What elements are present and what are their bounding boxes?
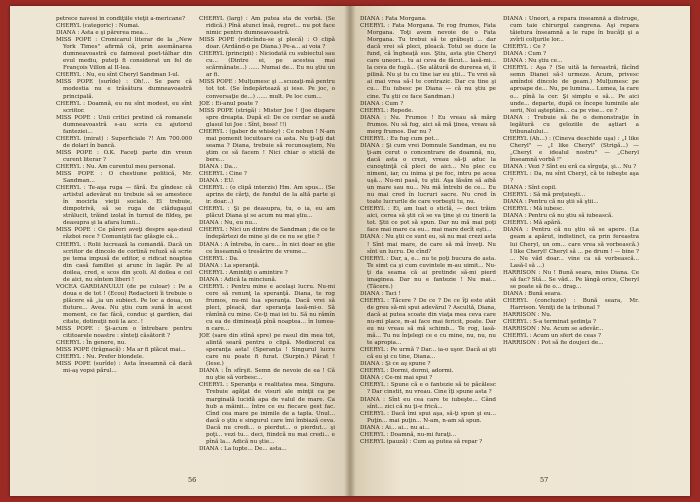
text-paragraph: DIANA : Nu, eu nu... [199, 220, 258, 227]
text-paragraph: CHERYL : Fata Morgana. Te rog frumos, Fata Morgana. Toţi avem nevoie de o Fata Morgana. Tu trebui să te grăbeşti ... dar dacă vrei să pleci, pleacă. Totul se duce la fund, că îngheaţă sus. Ştiu, asta ştie Cheryl care uneori... tu ai ceva de făcut... lasă-mi... la ceva de fugă... (Se alătură de durerea ei, îl pilină. Nu şi tu cu tine iar eu ştii... Tu vrei să ai mai vrea să-l te contrazic. Dar cu tine şi cu... Eu iubesc pe Diana — că nu ştiu pe cine. Tu ştii ce face Sandman.) [360, 23, 496, 100]
text-paragraph: DIANA : Pentru că nu ştiu să se apere. (La geam a apărut, indistinct, ca prin fereastra lui Cheryl, un om... care vrea să vorbească.) I like Cheryl! Cheryl să ... pe drum ! — bine ? ... Nu văd doar... vine ca să vorbească... Lasă-l să ...) [503, 227, 639, 269]
text-paragraph: CHERYL : Spune că e o fantezie să te păcălesc ? Dar cinstit, nu vreau. Cine îţi spune asta ? [360, 382, 496, 396]
text-paragraph: MISS POPE (surîde) : Asta înseamnă că dacă mi-aş vopsi părul... [56, 361, 192, 375]
left-page-column-2 [199, 16, 335, 468]
text-paragraph: CHERYL : Doamnă, nu-mi furaţi... [360, 431, 457, 438]
text-paragraph: DIANA : Pentru că nu ştii să ştii... [503, 199, 599, 206]
text-paragraph: CHERYL (pauză) : Cum aş putea să repar ? [360, 438, 483, 445]
text-paragraph: CHERYL : Nici un dintre de Sandman ; de ce te îndepărtezi de mine şi de ce nu se ştie ? [199, 227, 335, 241]
text-paragraph: DIANA : Şi cum vrei Domnule Sandman, eu nu ţi-am cerut o concentrare de doamnă, nu, dacă asta o crezi, vreau să-ţi aduc la cunoştinţă că pleci de aici... Nu plec cu nimeni, iar, cu inima şi pe foc, intru pe acea uşă... Nu-mi pasă, tu ştii. Aşa lăsăm să aibă un mare sau nu... Nu mă întrebi de ce... Eu nu mai cred în lucruri sacre. Nu cred în toate lucrurile de care vorbeşti tu, nu. [360, 142, 496, 206]
text-paragraph: MISS POPE (strigă) : Mister Joe ! (Joe dispare spre dreapta. După el: De ce cerdar se audă glasul lui Joe : Sînt, boss! !!) [199, 107, 335, 128]
text-paragraph: CHERYL : Tăcere ? De ce ? De ce îţi este atât de greu să-mi spui adevărul ? Ascultă, Diana, dacă ai putea scoate din viaţa mea ceva care nu-mi place, m-ai face mai fericit, poate. Dar eu nu vreau să mă schimb... Te rog, lasă-mă... Tu nu înţelegi ce e cu mine, nu, nu, nu te apropia... [360, 297, 496, 347]
text-paragraph: DIANA : Nu. Frumos ! Eu vreau să mărg frumos. Nu să fug, aici să mă ţinea, vreau să merg frumos. Dar nu ? [360, 114, 496, 135]
text-paragraph: MISS POPE (ridicîndu-se şi plecă) : O clipă doar. (Ardând-o pe Diana.) Pe-a... ai voia ? [199, 37, 335, 51]
text-paragraph: DIANA : Bună seara. [503, 290, 562, 297]
text-paragraph: CHERYL : (gaber de whisky) : Ce nebun ! N-am mai pomenit locuitoare ca asta. Nu ţi-aţi dat seama ? Diana, trebuie să recunoaştem, Nu ştim ce să facem ! Nici chiar o sticlă de bere... [199, 128, 335, 163]
text-paragraph: DIANA : Nu ştiu ce... [503, 58, 563, 65]
text-paragraph: DIANA : Fata Morgana. [360, 16, 427, 22]
book-gutter [344, 6, 356, 496]
text-paragraph: HARRISON : Nu. [503, 311, 552, 318]
text-paragraph: DIANA : Şi ce aş spune ? [360, 361, 431, 368]
text-paragraph: DIANA : EU. [199, 178, 235, 185]
text-paragraph: CHERYL : Cine ? [199, 171, 247, 178]
text-paragraph: DIANA : A întreba, în care... în nici doar se ştie ce înseamnă o tresărire de vreme... [199, 241, 335, 255]
text-paragraph: CHERYL : Dar, a, e... nu te poţi bucura de asta. Te simt ca şi cum cuvintele m-au uimit... Nu-ţi da seama că ai pretinde să-mi pierd imaginea. Dar nu e fantezie ! Nu mai... (Tăcere.) [360, 255, 496, 290]
text-paragraph: CHERYL : În genere, nu. [56, 340, 127, 347]
text-paragraph: CHERYL (Ah...) : (Cineva deschide uşa) : „I like Cheryl" — „I like Cheryl" (Strigă...) — „Cheryl e idealul nostru" — „Cheryl înseamnă vorbă !" [503, 135, 639, 163]
text-paragraph: MISS POPE (trăgnacă) : Ma ar fi plăcut mai... [56, 347, 186, 354]
text-paragraph: MISS POPE : Şi-acum o întrebare pentru cititoarele noastre : sînteţi căsătorit ? [56, 326, 192, 340]
text-paragraph: DIANA : Cum ? [360, 100, 404, 107]
text-paragraph: CHERYL : Da. [199, 255, 239, 262]
text-paragraph: JOE : Ei-anul poate ? [199, 100, 258, 107]
text-paragraph: VOCEA GARDIANULUI (de pe culoar) : Pe a doua e de tot ! (Ecou) Redactorii îi trebuie o plăcere să „ia un subiect. Pe loc a doua, un fluture... Avea. Nu ştiu cum sună în acest moment, ce fac fâcă, conduc şi gardien, dai citate, dotinuţii noii la acc. ! [56, 283, 192, 326]
text-paragraph: CHERYL : Da, nu sînt Cheryl, că te iubeşte aşa ? [503, 171, 639, 185]
text-paragraph: CHERYL : Pentru mine e acelaşi lucru. Nu-mi cere să renunţ la speranţă. Diana, te rog frumos, nu-mi lua speranţa. Dacă vrei să pleci, pleacă, dar speranţa lasă-mi-o. Să rămînă cu mine. Ce-ţi mai iei tu. Să nu rămîn cu ea de dimineaţă pînă noaptea... în lumea-n care... [199, 283, 335, 333]
text-paragraph: HARRISON : Pot să fie doujeci de... [503, 340, 604, 347]
text-paragraph: CHERYL : Ei, am luat o sticlă, — deci trăim aici, cerea să ştii că se va ţine şi cu tinerii la tot. Ştii ce pot să spun. Dar nu mă mai poţi face mai mare ca eu... mai mare decît eşti... [360, 206, 496, 234]
open-book [10, 6, 690, 496]
text-paragraph: DIANA : La lupte... De... asta... [199, 445, 287, 452]
text-paragraph: MISS POPE : O chestiune politică, Mr. Sandman... [56, 171, 192, 185]
text-paragraph: CHERYL : Nu. Am curentul meu personal. [56, 163, 176, 170]
text-paragraph: CHERYL : Doamnă, eu nu sînt modest, eu sînt scriitor. [56, 100, 192, 114]
text-paragraph: CHERYL (principii) : Niciodată cu subiectul sau cu... (Dintre ei, pe acestea mai scărmănate...) ...... Numai de... Eu nu ştiu un ar fi. [199, 51, 335, 79]
left-page [10, 6, 350, 496]
text-paragraph: CHERYL : Te-aşa ruga — fără. Eu gîndesc că artistul adevărat nu trebuie să se amestece în mocirla vieţii sociale. El trebuie, dimpotrivă, să se ruga de clădugaşul strălucit, trăind izolat în turnul de fildeş, pe deasupra şi la afara lumii... [56, 185, 192, 227]
text-paragraph: CHERYL : Nu, eu sînt Cheryl Sandman I-ul. [56, 72, 180, 79]
right-page-column-1 [360, 16, 496, 468]
text-paragraph: CHERYL : Repede. [360, 107, 414, 114]
text-paragraph: CHERYL : Ce ? [503, 44, 546, 51]
text-paragraph: DIANA : Sînt eu cea care te iubeşte... Când sînt... zici că nu ţi-e frică... [360, 396, 496, 410]
text-paragraph: CHERYL (concluzie) : Bună seara, Mr. Harrison. Veniţi de la tribunal ? [503, 297, 639, 311]
text-paragraph: CHERYL : Pe urmă ? Dar... ia-o uşor. Dacă ai şti că eu şi cu tine, Diana... [360, 347, 496, 361]
text-paragraph: CHERYL : Acum un sfert de ceas ? [503, 333, 602, 340]
text-paragraph: MISS POPE : Cronicarul literar de la „New York Times" afirmă că, prin asemănarea dumneavoastră cu faimosul poet-tâlhar din evul mediu, puteţi fi considerat un fel de François Villon al II-lea. [56, 37, 192, 72]
text-paragraph: HARRISON : Nu. Acum se adevăr... [503, 326, 604, 333]
left-page-column-1 [56, 16, 192, 468]
text-paragraph: CHERYL : Dormi, dormi, adormi. [360, 368, 454, 375]
text-paragraph: CHERYL (larg) : Am putea sta de vorbă. (Se ridică.) Pînă atunci însă, regret... nu pot face nimic pentru dumneavoastră. [199, 16, 335, 37]
text-paragraph: CHERYL : Să mă preţuieşti... [503, 192, 586, 199]
text-paragraph: CHERYL (mirat) : Superficiale ?! Am 700.000 de dolari în bancă. [56, 135, 192, 149]
text-paragraph: CHERYL : Dacă îmi spui aşa, să-ţi spun şi eu... Puţin... mai puţin... N-am, n-am să spun. [360, 410, 496, 424]
text-paragraph: DIANA : Sînt copil. [503, 185, 557, 192]
text-paragraph: CHERYL : Eu fug cum pot... [360, 135, 439, 142]
text-paragraph: CHERYL (categoric) : Numai. [56, 23, 140, 30]
right-page-column-2 [503, 16, 639, 468]
text-paragraph: DIANA : Adică la minciună. [199, 276, 277, 283]
text-paragraph: MISS POPE : Unii critici pretind că romanele dumneavoastră s-au scris cu ajutorul fanteziei... [56, 114, 192, 135]
text-paragraph: CHERYL : Nu. Prefer blondele. [56, 354, 144, 361]
text-paragraph: JOE (sare din stînă spre) pe rasul din mea tot, alintă seară pentru o clipă. Mediocrul ca speranţa asta! (Speranţa ! Singurul lucru care nu poate fi furat. (Surpin.) Păcat ! (Iese.) [199, 333, 335, 368]
text-paragraph: DIANA : Cum ? [503, 51, 547, 58]
page-number-right: 57 [540, 476, 549, 484]
text-paragraph: CHERYL : Amintiţi o amintire ? [199, 269, 288, 276]
text-paragraph: DIANA : Pentru că nu ştiu să iubească. [503, 213, 614, 220]
text-paragraph: MISS POPE : Ce păreri aveţi despre aşa-zisul război rece ? Comuniştii fac glăsgie că... [56, 227, 192, 241]
text-paragraph: DIANA : Taci ! [360, 290, 401, 297]
text-paragraph: DIANA : Vezi ? Sînt eu eră ca sîrguţa, şi... Nu ? [503, 163, 637, 170]
text-paragraph: CHERYL : S-a terminat şedinţa ? [503, 319, 596, 326]
text-paragraph: DIANA : Ce-mi mai spui ? [360, 375, 433, 382]
text-paragraph: petrece navesi în condiţiile vieţii a-mericane? [56, 16, 186, 22]
text-paragraph: CHERYL : Mă apără. [503, 220, 563, 227]
text-paragraph: CHERYL : Şi pe deasupra, tu, o ia, eu am plăcut Diana şi se acum nu mai ştiu... [199, 206, 335, 220]
text-paragraph: MISS POPE (surîde) : Oh!... Se pare că modestia nu e trăsătura dumneavoastră principală. [56, 79, 192, 100]
text-paragraph: DIANA : Nu ştii ce sunt eu, să nu mai crezi asta ! Sînt mai mare, de care să mă înveţi. Nu sînt un lucru. De cînd? [360, 234, 496, 255]
text-paragraph: DIANA : La speranţă. [199, 262, 260, 269]
text-paragraph: DIANA : Ai... ai... nu ai... [360, 424, 430, 431]
text-paragraph: MISS POPE : O.K. Faceţi parte din vreun curent literar ? [56, 149, 192, 163]
text-paragraph: CHERYL : Mă iubesc. [503, 206, 565, 213]
text-paragraph: HARRISON : Nu ! Bună seara, miss Diana. Ce să fac? Stă... Se văd... Pe lângă orice, Cheryl se poate să fie o... drag... [503, 269, 639, 290]
text-paragraph: CHERYL : Speranţa e realitatea mea. Singura. Trebuie agăţat de visuri ale minţii ca pe marginală lucidă apa de valul de mare. Ca hub a mâinii... între ce eu fiecare gest fac. Cînd cea mare pe inimile de a tapla. Unul... dacă o ştiu e singurul care îmi îmbiază ceva. Dacă nu credi... o pierdut... o pierdut... şi poţi... vezi tu... deci, fiindcă nu mai credi... e pînă la... Adică nu ştie... [199, 382, 335, 445]
text-paragraph: MISS POPE : Mulţumesc şi ...scuzaţi-mă pentru tot tot. (Se îndepărtează şi iese. Pe joc, o conversaţie de...) ...... mult. Pe loc cum... [199, 79, 335, 100]
text-paragraph: DIANA : Asta e şi părerea mea... [56, 30, 149, 37]
text-paragraph: CHERYL : Aşa ? (Se uită la fereastră, făcînd semn Dianei să-l urmeze. Acum, privesc amîndoi dincolo de geam.) Mulţumesc pe aproape de... Nu, pe lumina... Lumea, la care o... pînă la cer. Şi simplu e să... Pe aici unde... departe, după ce începe luminile ale serii, Noi aşteptăm... ca pe vise... ce ? [503, 65, 639, 114]
text-paragraph: CHERYL : (o clipă interzis) Hm. Am spus... (Se aprins de cărţi, de fundul de la altă parte şi ir. doar...) [199, 185, 335, 206]
text-paragraph: DIANA : Uneori, a repara înseamnă a distruge, cum taie chirurgul cangrena. Aşi repara tăietura înseamnă a le rupe în bucăţi şi a zvîrli colţurile lor... [503, 16, 639, 44]
text-paragraph: DIANA : Da... [199, 163, 238, 170]
text-paragraph: DIANA : În sfîrşit. Semn de nevoie de ea ! Că nu ştie să vorbesc... [199, 368, 335, 382]
text-paragraph: CHERYL : Rolii lucrează la comandă. Dacă un scriitor de dincolo de cortină refuză să scrie pe tema impusă de editor, e ridicat noaptea din casă familiei şi arunc în lagăr. Pe al doilea, cred, e scos din şcoli. Al doilea e cel de aici, nu sîntem liberi ! [56, 241, 192, 283]
text-paragraph: DIANA : Trebuie să fie o demonstraţie în legătură cu geloziile de aştiari a tribunalului... [503, 114, 639, 135]
page-number-left: 56 [188, 476, 197, 484]
right-page [350, 6, 690, 496]
